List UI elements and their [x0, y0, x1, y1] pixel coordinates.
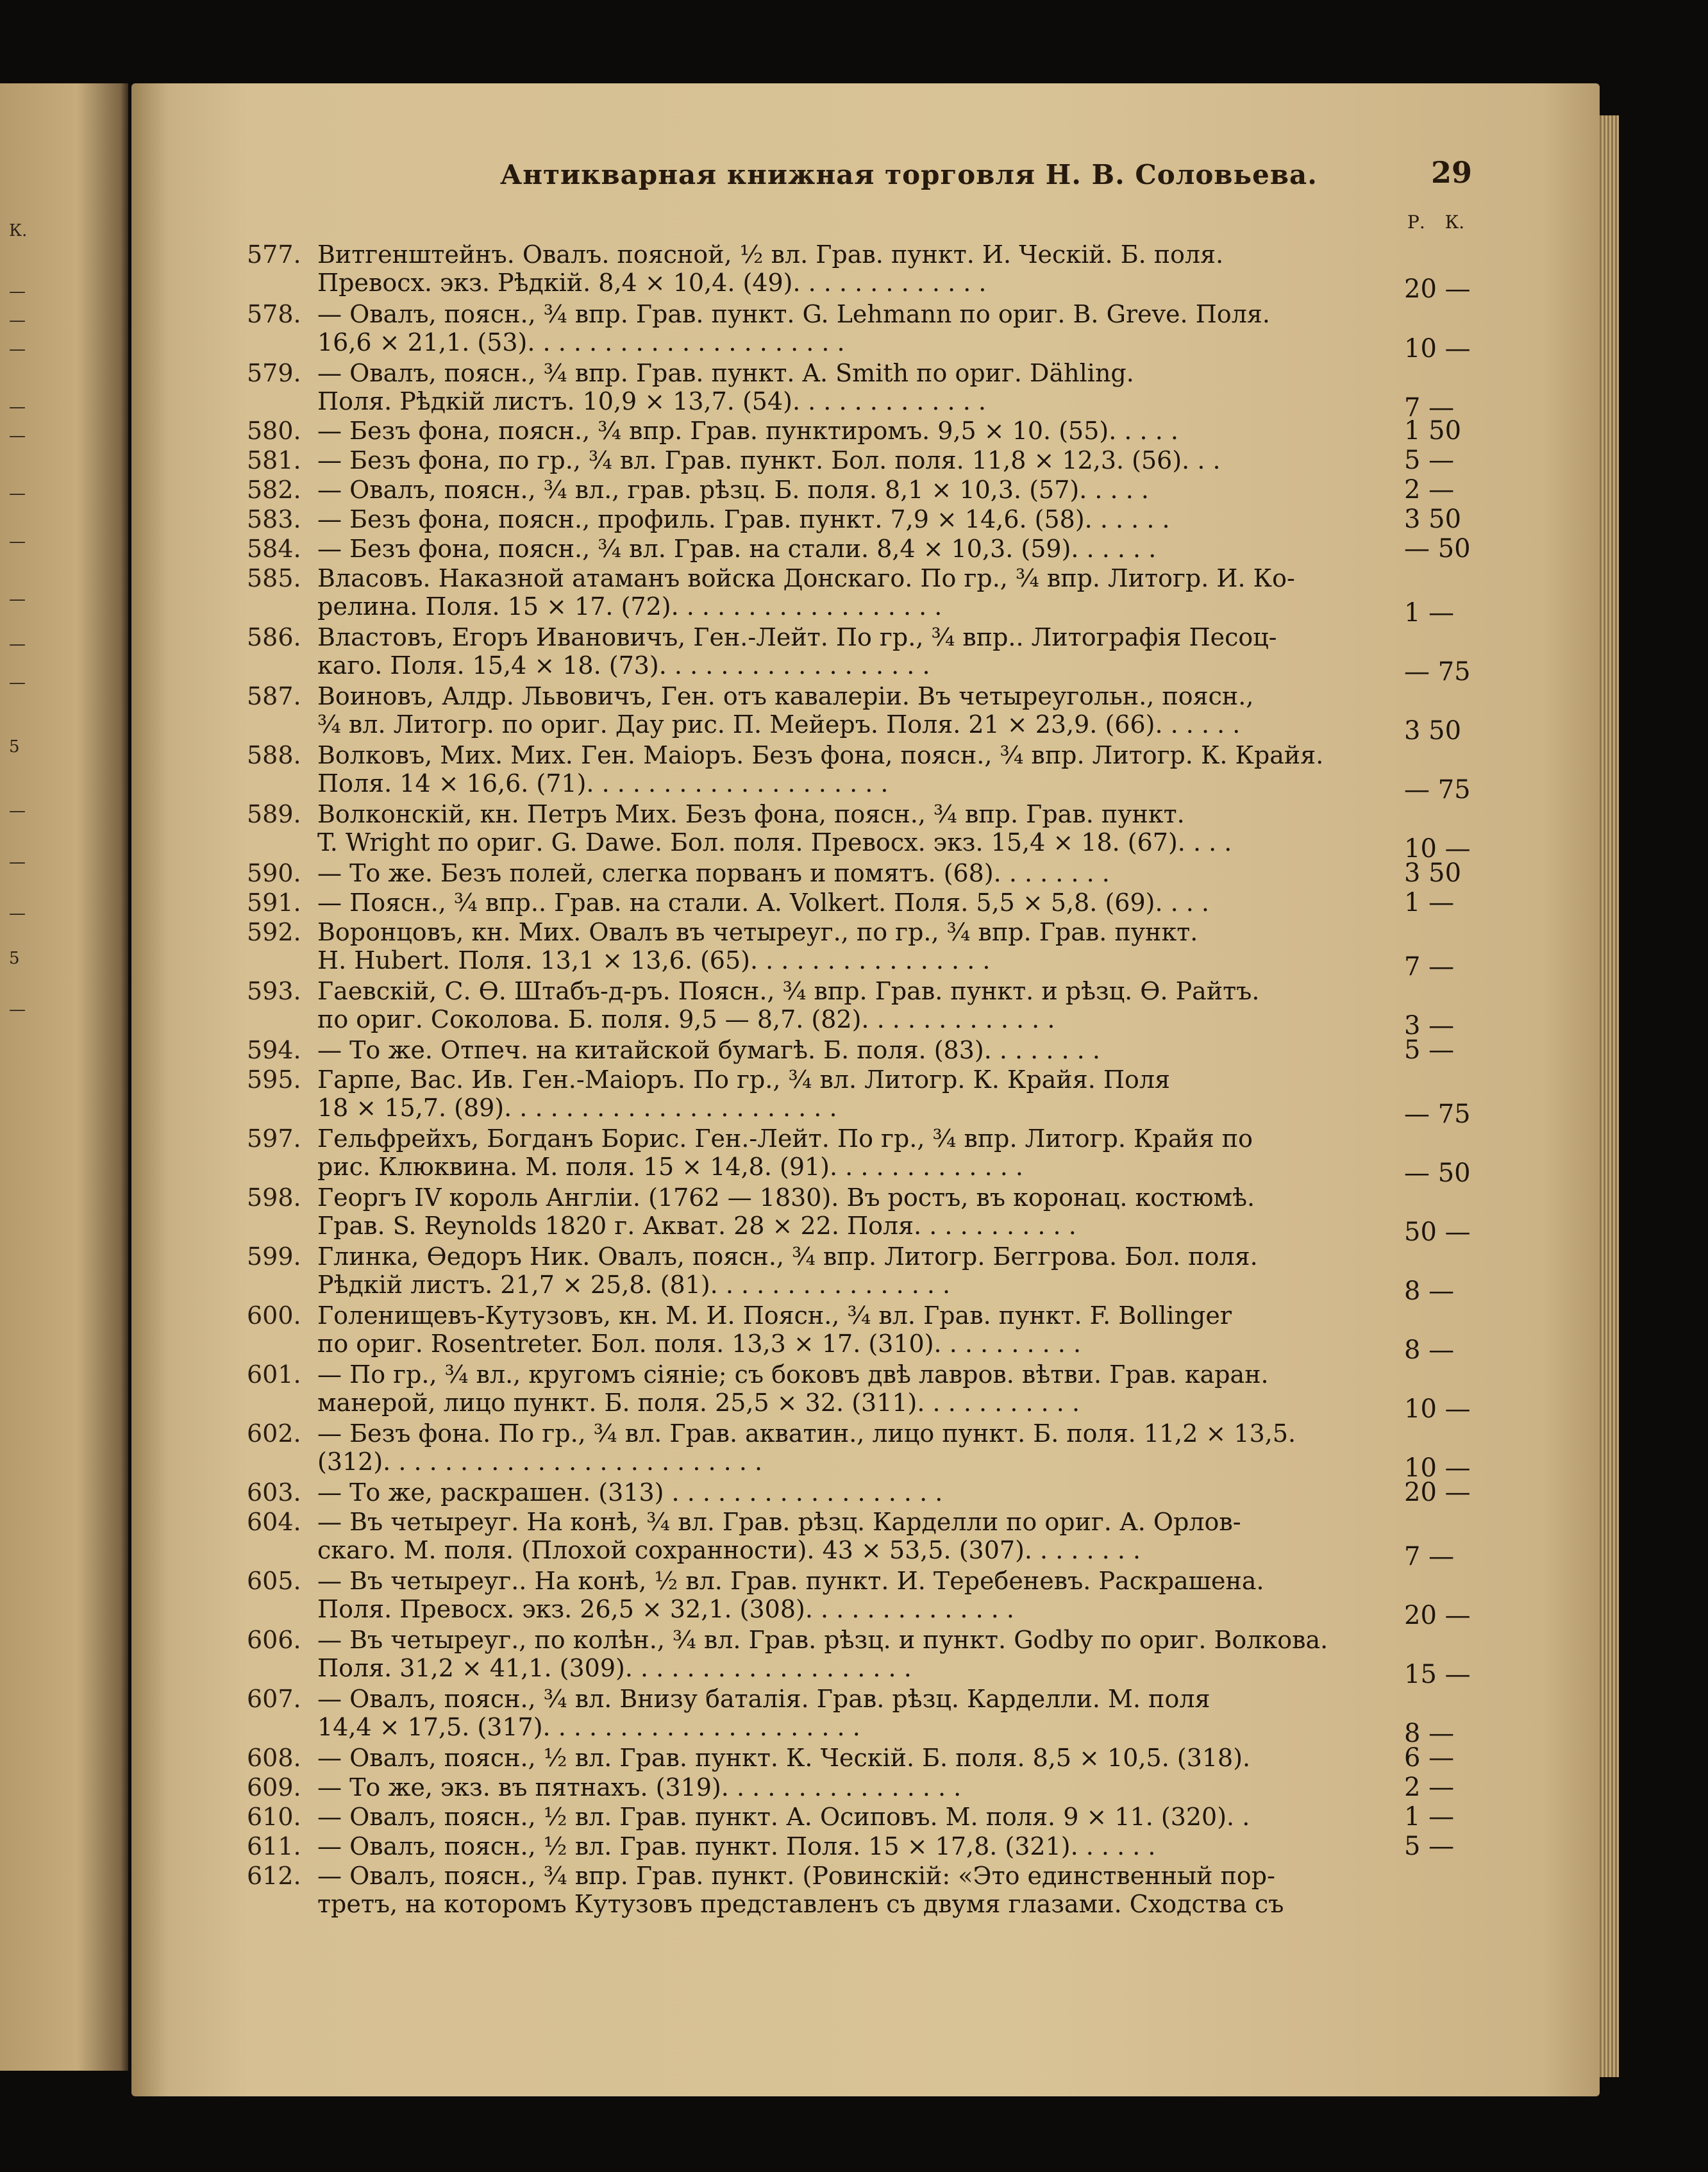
margin-mark: 5	[9, 949, 20, 968]
entry-description: — Овалъ, поясн., ¾ вл., грав. рѣзц. Б. поля. 8,1 × 10,3. (57). . . . .	[317, 476, 1149, 504]
margin-mark: —	[9, 426, 26, 446]
entry-price: 8 —	[1404, 1719, 1455, 1748]
entry-price: — 75	[1404, 775, 1471, 805]
entry-description: — Овалъ, поясн., ¾ впр. Грав. пункт. (Ровинскій: «Это единственный пор- третъ, на которомъ Кутузовъ представленъ съ двумя глазами. Сходства съ	[317, 1862, 1284, 1918]
entry-price: 3 50	[1404, 505, 1462, 534]
entry-number: 599.	[247, 1242, 301, 1271]
entry-price: 1 —	[1404, 1802, 1455, 1832]
entry-number: 605.	[247, 1567, 301, 1595]
margin-mark: —	[9, 673, 26, 692]
entry-description: — То же, раскрашен. (313) . . . . . . . . . . . . . . . . . .	[317, 1478, 943, 1507]
entry-number: 590.	[247, 859, 301, 887]
entry-price: — 50	[1404, 534, 1471, 564]
margin-mark: —	[9, 1000, 26, 1019]
entry-number: 603.	[247, 1478, 301, 1507]
entry-description: — Безъ фона. По гр., ¾ вл. Грав. акватин., лицо пункт. Б. поля. 11,2 × 13,5. (312). . . . . . . . . . . . . . . . . . . . . . . . .	[317, 1419, 1296, 1476]
entry-description: — Овалъ, поясн., ½ вл. Грав. пункт. К. Ческій. Б. поля. 8,5 × 10,5. (318).	[317, 1744, 1251, 1772]
entry-description: — То же. Отпеч. на китайской бумагѣ. Б. поля. (83). . . . . . . .	[317, 1036, 1100, 1064]
entry-price: 5 —	[1404, 1832, 1455, 1861]
margin-mark: —	[9, 904, 26, 923]
entry-number: 611.	[247, 1832, 301, 1860]
entry-description: Властовъ, Егоръ Ивановичъ, Ген.-Лейт. По гр., ¾ впр.. Литографія Песоц- каго. Поля. 15,4 × 18. (73). . . . . . . . . . . . . . . . . .	[317, 623, 1277, 680]
entry-number: 577.	[247, 240, 301, 269]
entry-price: 20 —	[1404, 274, 1471, 304]
entry-number: 586.	[247, 623, 301, 651]
entry-description: Волковъ, Мих. Мих. Ген. Маіоръ. Безъ фона, поясн., ¾ впр. Литогр. К. Крайя. Поля. 14 × 16,6. (71). . . . . . . . . . . . . . . . . . . .	[317, 741, 1324, 798]
entry-number: 609.	[247, 1773, 301, 1801]
entry-description: — Безъ фона, поясн., профиль. Грав. пункт. 7,9 × 14,6. (58). . . . . .	[317, 505, 1170, 533]
entry-number: 582.	[247, 476, 301, 504]
entry-description: — По гр., ¾ вл., кругомъ сіяніе; съ боковъ двѣ лавров. вѣтви. Грав. каран. манерой, лицо пункт. Б. поля. 25,5 × 32. (311). . . . . . . . . . .	[317, 1360, 1269, 1417]
entry-price: 1 —	[1404, 598, 1455, 628]
entry-description: — То же, экз. въ пятнахъ. (319). . . . . . . . . . . . . . . .	[317, 1773, 962, 1801]
entry-number: 580.	[247, 417, 301, 445]
entry-description: — Въ четыреуг.. На конѣ, ½ вл. Грав. пункт. И. Теребеневъ. Раскрашена. Поля. Превосх. экз. 26,5 × 32,1. (308). . . . . . . . . . . . . .	[317, 1567, 1264, 1623]
entry-price: 3 —	[1404, 1011, 1455, 1040]
entry-description: Гарпе, Вас. Ив. Ген.-Маіоръ. По гр., ¾ вл. Литогр. К. Крайя. Поля 18 × 15,7. (89). . . . . . . . . . . . . . . . . . . . . .	[317, 1065, 1171, 1122]
entry-number: 592.	[247, 918, 301, 946]
entry-price: 7 —	[1404, 952, 1455, 982]
entry-price: 15 —	[1404, 1660, 1471, 1689]
entry-number: 606.	[247, 1626, 301, 1654]
entry-number: 597.	[247, 1124, 301, 1153]
margin-mark: —	[9, 635, 26, 654]
entry-number: 607.	[247, 1685, 301, 1713]
entry-description: Власовъ. Наказной атаманъ войска Донскаго. По гр., ¾ впр. Литогр. И. Ко- релина. Поля. 15 × 17. (72). . . . . . . . . . . . . . . . . .	[317, 564, 1295, 621]
page-number: 29	[1431, 155, 1473, 190]
entry-number: 594.	[247, 1036, 301, 1064]
entry-number: 601.	[247, 1360, 301, 1389]
entry-number: 602.	[247, 1419, 301, 1448]
margin-mark: —	[9, 397, 26, 417]
entry-price: — 50	[1404, 1158, 1471, 1188]
margin-mark: —	[9, 282, 26, 301]
entry-price: 2 —	[1404, 1773, 1455, 1802]
entry-description: Гельфрейхъ, Богданъ Борис. Ген.-Лейт. По гр., ¾ впр. Литогр. Крайя по рис. Клюквина. М. поля. 15 × 14,8. (91). . . . . . . . . . . . .	[317, 1124, 1253, 1181]
entry-price: 6 —	[1404, 1743, 1455, 1773]
entry-number: 610.	[247, 1803, 301, 1831]
margin-mark: —	[9, 484, 26, 503]
entry-price: 5 —	[1404, 1035, 1455, 1065]
entry-description: — Овалъ, поясн., ¾ впр. Грав. пункт. G. Lehmann по ориг. B. Greve. Поля. 16,6 × 21,1. (53). . . . . . . . . . . . . . . . . . . . .	[317, 300, 1270, 356]
entry-price: 10 —	[1404, 334, 1471, 363]
entry-price: — 75	[1404, 1099, 1471, 1129]
entry-number: 581.	[247, 446, 301, 474]
entry-price: 3 50	[1404, 858, 1462, 888]
entry-description: Глинка, Ѳедоръ Ник. Овалъ, поясн., ¾ впр. Литогр. Беггрова. Бол. поля. Рѣдкій листъ. 21,7 × 25,8. (81). . . . . . . . . . . . . . . .	[317, 1242, 1258, 1299]
entry-price: 1 —	[1404, 888, 1455, 917]
entry-number: 591.	[247, 889, 301, 917]
entry-price: 10 —	[1404, 1453, 1471, 1483]
entry-price: 2 —	[1404, 475, 1455, 505]
entry-description: Волконскій, кн. Петръ Мих. Безъ фона, поясн., ¾ впр. Грав. пункт. T. Wright по ориг. G. Dawe. Бол. поля. Превосх. экз. 15,4 × 18. (67). . . .	[317, 800, 1232, 856]
entry-number: 585.	[247, 564, 301, 592]
entry-description: Воронцовъ, кн. Мих. Овалъ въ четыреуг., по гр., ¾ впр. Грав. пункт. H. Hubert. Поля. 13,1 × 13,6. (65). . . . . . . . . . . . . . . .	[317, 918, 1198, 974]
entry-description: — Овалъ, поясн., ¾ впр. Грав. пункт. A. Smith по ориг. Dähling. Поля. Рѣдкій листъ. 10,9 × 13,7. (54). . . . . . . . . . . . .	[317, 359, 1134, 415]
entry-price: 8 —	[1404, 1276, 1455, 1306]
entry-number: 579.	[247, 359, 301, 387]
entry-price: 3 50	[1404, 716, 1462, 746]
entry-number: 612.	[247, 1862, 301, 1890]
entry-description: Гаевскій, С. Ѳ. Штабъ-д-ръ. Поясн., ¾ впр. Грав. пункт. и рѣзц. Ѳ. Райтъ. по ориг. Соколова. Б. поля. 9,5 — 8,7. (82). . . . . . . . . . . . .	[317, 977, 1260, 1033]
entry-description: — Поясн., ¾ впр.. Грав. на стали. A. Volkert. Поля. 5,5 × 5,8. (69). . . .	[317, 889, 1210, 917]
entry-description: — Овалъ, поясн., ½ вл. Грав. пункт. Поля. 15 × 17,8. (321). . . . . .	[317, 1832, 1156, 1860]
margin-mark: —	[9, 532, 26, 551]
entry-description: — Безъ фона, поясн., ¾ впр. Грав. пунктиромъ. 9,5 × 10. (55). . . . .	[317, 417, 1178, 445]
entry-description: Воиновъ, Алдр. Львовичъ, Ген. отъ кавалеріи. Въ четыреугольн., поясн., ¾ вл. Литогр. по ориг. Дау рис. П. Мейеръ. Поля. 21 × 23,9. (66). . . . . .	[317, 682, 1254, 739]
entry-number: 578.	[247, 300, 301, 328]
entry-price: — 75	[1404, 657, 1471, 687]
entry-number: 587.	[247, 682, 301, 710]
margin-mark: —	[9, 311, 26, 330]
entry-description: — Овалъ, поясн., ½ вл. Грав. пункт. А. Осиповъ. М. поля. 9 × 11. (320). .	[317, 1803, 1250, 1831]
entry-description: — Безъ фона, по гр., ¾ вл. Грав. пункт. Бол. поля. 11,8 × 12,3. (56). . .	[317, 446, 1221, 474]
entry-number: 604.	[247, 1508, 301, 1536]
page-header: Антикварная книжная торговля Н. В. Соловьева.	[500, 159, 1318, 190]
margin-mark: 5	[9, 737, 20, 756]
margin-mark: —	[9, 590, 26, 609]
entry-price: 10 —	[1404, 834, 1471, 864]
entry-description: — Въ четыреуг. На конѣ, ¾ вл. Грав. рѣзц. Карделли по ориг. А. Орлов- скаго. М. поля. (Плохой сохранности). 43 × 53,5. (307). . . . . . . .	[317, 1508, 1241, 1564]
margin-mark: —	[9, 801, 26, 821]
entry-number: 593.	[247, 977, 301, 1005]
entry-price: 8 —	[1404, 1335, 1455, 1365]
entry-price: 10 —	[1404, 1394, 1471, 1424]
entry-price: 7 —	[1404, 393, 1455, 422]
entry-description: — Въ четыреуг., по колѣн., ¾ вл. Грав. рѣзц. и пункт. Godby по ориг. Волкова. Поля. 31,2 × 41,1. (309). . . . . . . . . . . . . . . . . . .	[317, 1626, 1328, 1682]
entry-number: 598.	[247, 1183, 301, 1212]
entry-number: 600.	[247, 1301, 301, 1330]
entry-number: 583.	[247, 505, 301, 533]
entry-number: 584.	[247, 535, 301, 563]
entry-price: 20 —	[1404, 1478, 1471, 1507]
entry-price: 5 —	[1404, 446, 1455, 475]
margin-mark: —	[9, 340, 26, 359]
entry-number: 608.	[247, 1744, 301, 1772]
entry-description: — Овалъ, поясн., ¾ вл. Внизу баталія. Грав. рѣзц. Карделли. М. поля 14,4 × 17,5. (317). . . . . . . . . . . . . . . . . . . . .	[317, 1685, 1210, 1741]
entry-number: 589.	[247, 800, 301, 828]
margin-mark: К.	[9, 221, 28, 240]
entry-price: 7 —	[1404, 1542, 1455, 1571]
margin-mark: —	[9, 853, 26, 872]
entry-price: 20 —	[1404, 1601, 1471, 1630]
entry-description: — То же. Безъ полей, слегка порванъ и помятъ. (68). . . . . . . .	[317, 859, 1110, 887]
entry-description: Витгенштейнъ. Овалъ. поясной, ½ вл. Грав. пункт. И. Ческій. Б. поля. Превосх. экз. Рѣдкій. 8,4 × 10,4. (49). . . . . . . . . . . . .	[317, 240, 1224, 297]
entry-price: 50 —	[1404, 1217, 1471, 1247]
entry-description: Георгъ IV король Англіи. (1762 — 1830). Въ ростъ, въ коронац. костюмѣ. Грав. S. Reynolds 1820 г. Акват. 28 × 22. Поля. . . . . . . . . . .	[317, 1183, 1255, 1240]
entry-description: Голенищевъ-Кутузовъ, кн. М. И. Поясн., ¾ вл. Грав. пункт. F. Bollinger по ориг. Rosentreter. Бол. поля. 13,3 × 17. (310). . . . . . . . . .	[317, 1301, 1232, 1358]
entry-number: 588.	[247, 741, 301, 769]
entry-number: 595.	[247, 1065, 301, 1094]
entry-description: — Безъ фона, поясн., ¾ вл. Грав. на стали. 8,4 × 10,3. (59). . . . . .	[317, 535, 1157, 563]
currency-header: Р. К.	[1407, 212, 1465, 233]
entry-price: 1 50	[1404, 416, 1462, 446]
